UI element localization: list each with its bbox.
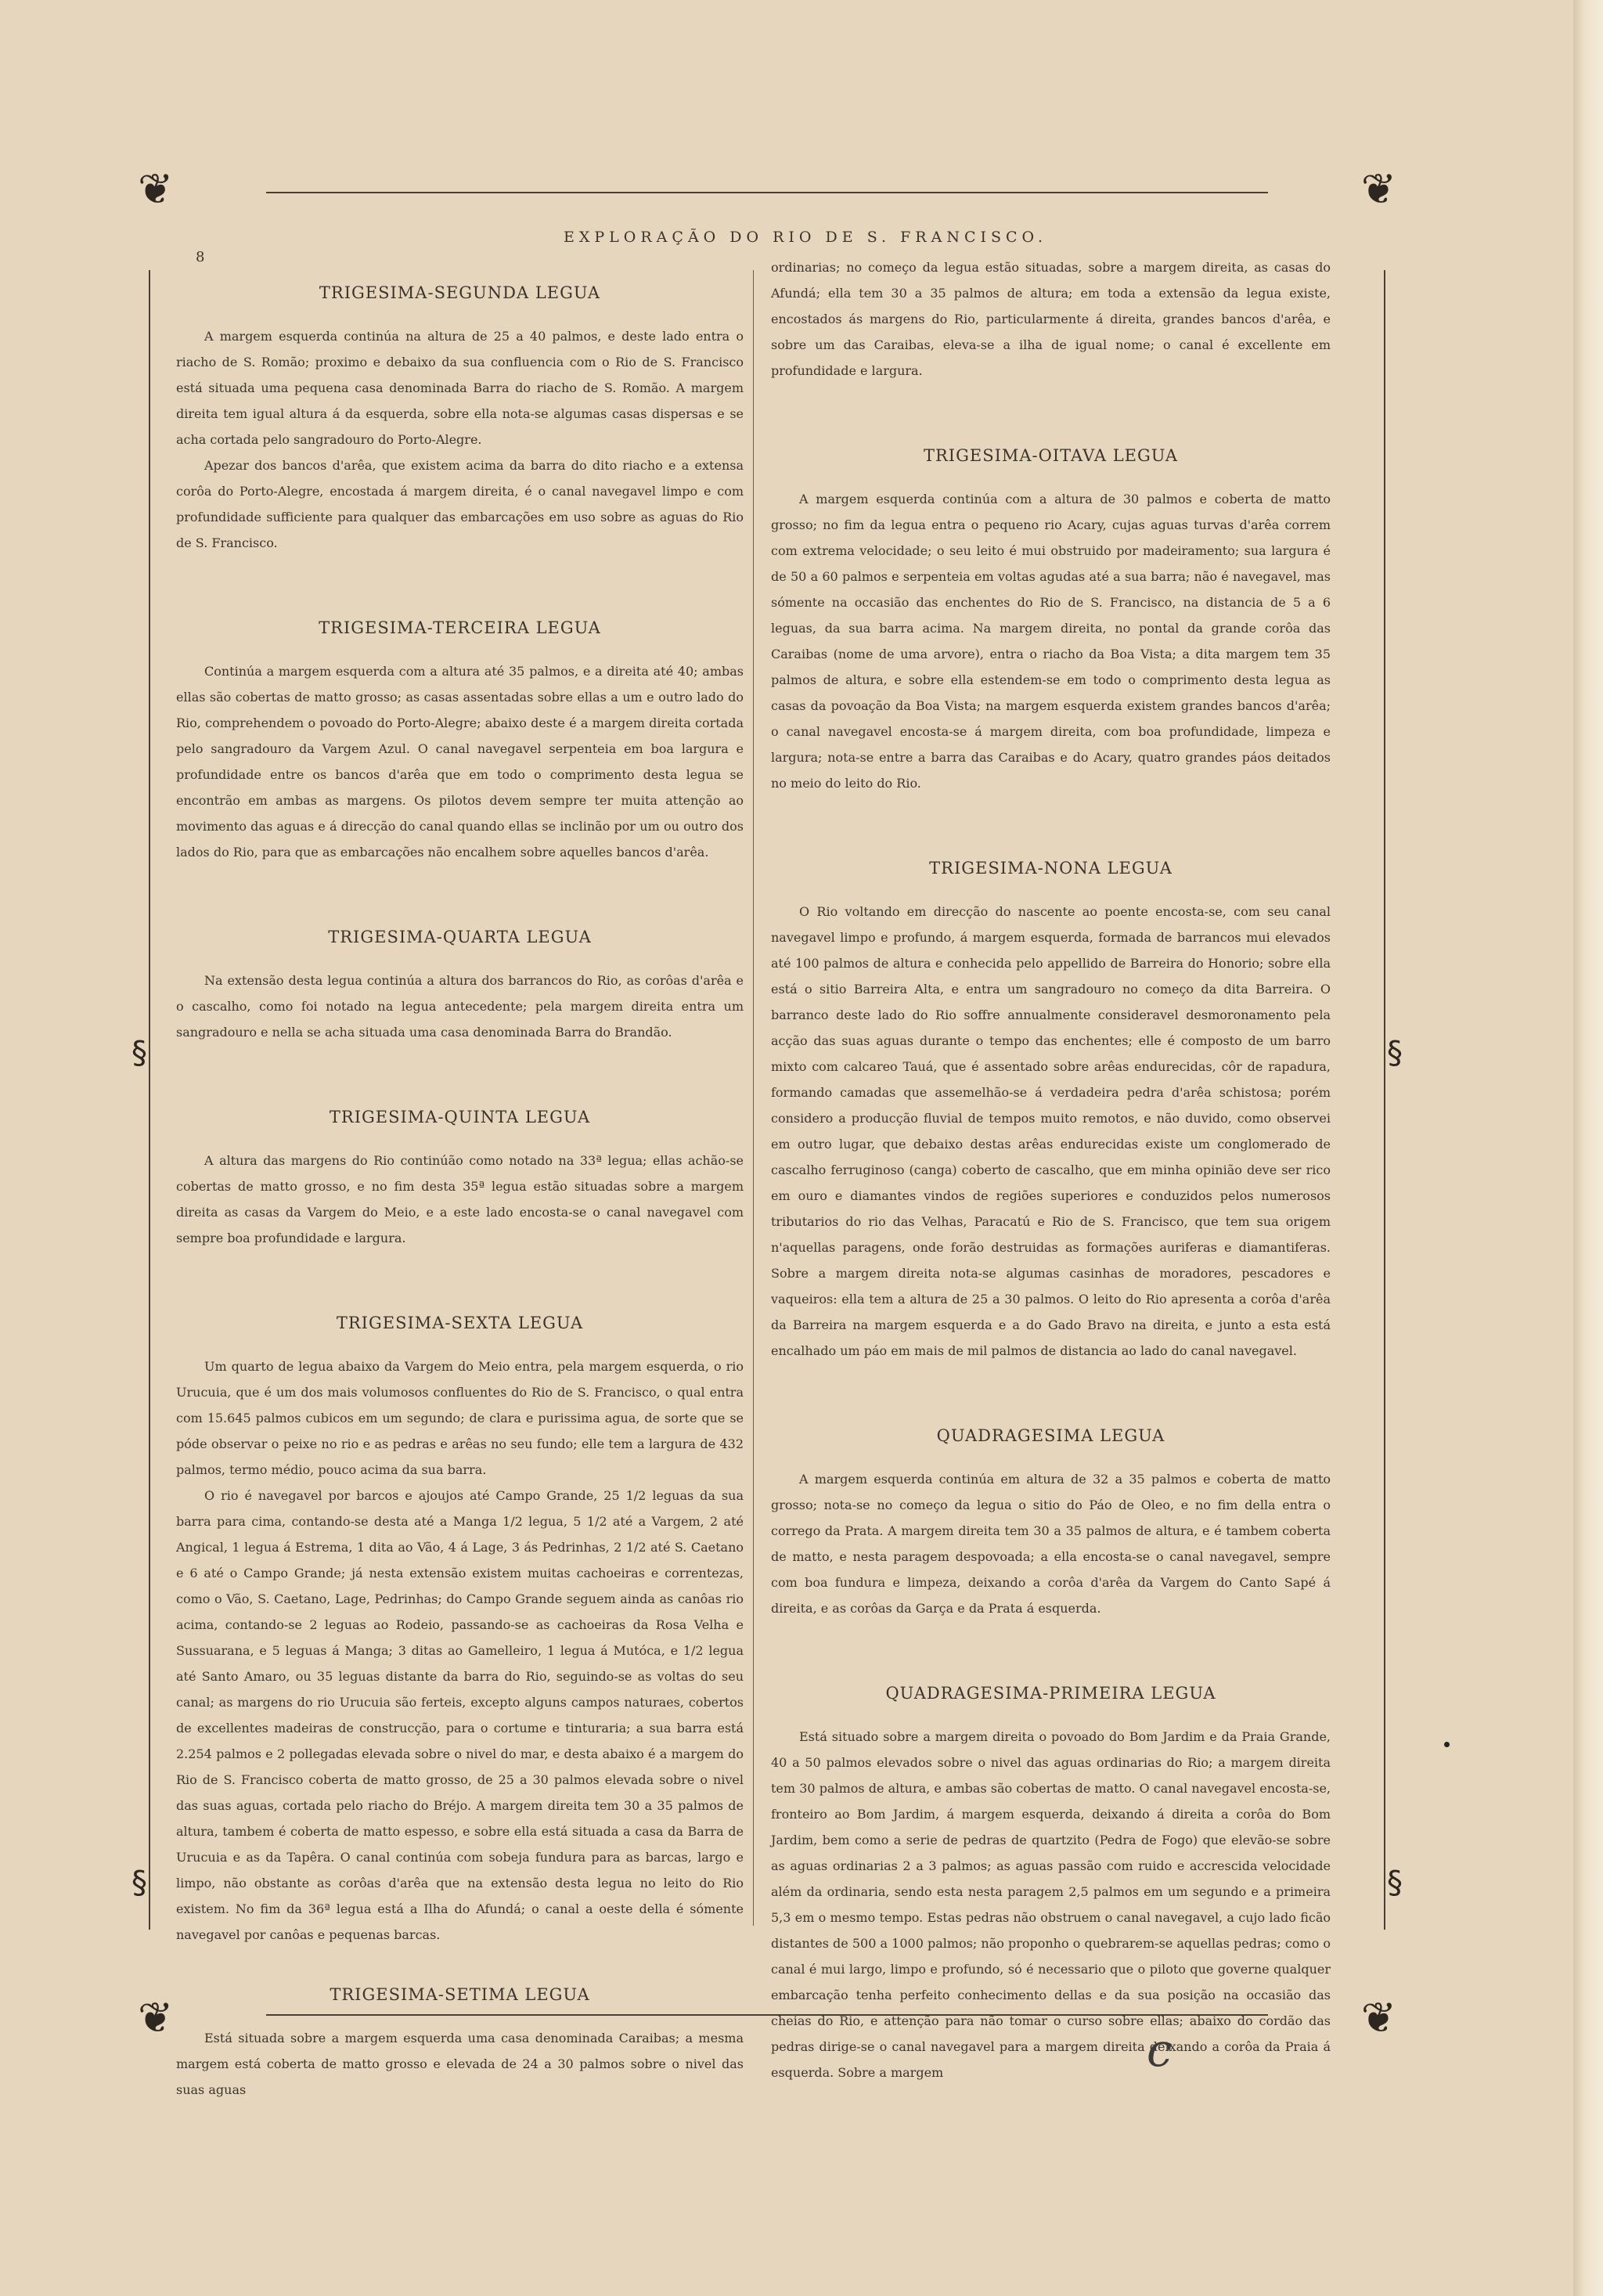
paragraph: Apezar dos bancos d'arêa, que existem acima da barra do dito riacho e a extensa corôa do Porto-Alegre, encostada á margem direita, é o canal navegavel limpo e com profundidade sufficiente para qualquer das embarcações em uso sobre as aguas do Rio de S. Francisco. bbox=[176, 458, 744, 550]
corner-ornament-icon: ❦ bbox=[138, 1993, 174, 2042]
section-heading: TRIGESIMA-NONA LEGUA bbox=[929, 859, 1173, 878]
paragraph: A margem esquerda continúa com a altura de 30 palmos e coberta de matto grosso; no fim da legua entra o pequeno rio Acary, cujas aguas turvas d'arêa correm com extrema velocidade; o seu leito é mui obstruido por madeiramento; sua largura é de 50 a 60 palmos e serpenteia em voltas agudas até a sua barra; não é navegavel, mas sómente na occasião das enchentes do Rio de S. Francisco, na distancia de 5 a 6 leguas, da sua barra acima. Na margem direita, no pontal da grande corôa das Caraibas (nome de uma arvore), entra o riacho da Boa Vista; a dita margem tem 35 palmos de altura, e sobre ella estendem-se em todo o comprimento desta legua as casas da povoação da Boa Vista; na margem esquerda existem grandes bancos d'arêa; o canal navegavel encosta-se á margem direita, com boa profundidade, limpeza e largura; nota-se entre a barra das Caraibas e do Acary, quatro grandes páos deitados no meio do leito do Rio. bbox=[771, 492, 1331, 791]
side-ornament-icon: § bbox=[131, 1865, 147, 1901]
section-heading: TRIGESIMA-QUINTA LEGUA bbox=[329, 1108, 591, 1126]
paragraph: ordinarias; no começo da legua estão situadas, sobre a margem direita, as casas do Afundá; ella tem 30 a 35 palmos de altura; em toda a extensão da legua existe, encostados ás margens do Rio, particularmente á direita, grandes bancos d'arêa, e sobre um das Caraibas, eleva-se a ilha de igual nome; o canal é excellente em profundidade e largura. bbox=[771, 260, 1331, 378]
section-legua-35 bbox=[176, 1105, 744, 1251]
section-legua-33 bbox=[176, 615, 744, 865]
right-column bbox=[771, 254, 1331, 2085]
column-divider bbox=[753, 270, 754, 1926]
section-heading: TRIGESIMA-QUARTA LEGUA bbox=[328, 928, 592, 946]
section-heading: TRIGESIMA-SEXTA LEGUA bbox=[336, 1314, 584, 1332]
paragraph: Está situada sobre a margem esquerda uma casa denominada Caraibas; a mesma margem está coberta de matto grosso e elevada de 24 a 30 palmos sobre o nivel das suas aguas bbox=[176, 2031, 744, 2097]
paragraph: Na extensão desta legua continúa a altura dos barrancos do Rio, as corôas d'arêa e o cascalho, como foi notado na legua antecedente; pela margem direita entra um sangradouro e nella se acha situada uma casa denominada Barra do Brandão. bbox=[176, 973, 744, 1040]
running-title: EXPLORAÇÃO DO RIO DE S. FRANCISCO. bbox=[564, 229, 1048, 246]
page-number: 8 bbox=[196, 249, 205, 265]
corner-ornament-icon: ❦ bbox=[1360, 164, 1396, 214]
section-legua-37 bbox=[176, 1982, 744, 2103]
corner-ornament-icon: ❦ bbox=[138, 164, 174, 214]
paragraph: A margem esquerda continúa em altura de 32 a 35 palmos e coberta de matto grosso; nota-se no começo da legua o sitio do Páo de Oleo, e no fim della entra o corrego da Prata. A margem direita tem 30 a 35 palmos de altura, e é tambem coberta de matto, e nesta paragem despovoada; a ella encosta-se o canal navegavel, sempre com boa fundura e limpeza, deixando a corôa d'arêa da Vargem do Canto Sapé á direita, e as corôas da Garça e da Prata á esquerda. bbox=[771, 1472, 1331, 1616]
section-legua-32 bbox=[176, 280, 744, 556]
paragraph: Está situado sobre a margem direita o povoado do Bom Jardim e da Praia Grande, 40 a 50 palmos elevados sobre o nivel das aguas ordinarias do Rio; a margem direita tem 30 palmos de altura, e ambas são cobertas de matto. O canal navegavel encosta-se, fronteiro ao Bom Jardim, á margem esquerda, deixando á direita a corôa do Bom Jardim, bem como a serie de pedras de quartzito (Pedra de Fogo) que elevão-se sobre as aguas ordinarias 2 a 3 palmos; as aguas passão com ruido e accrescida velocidade além da ordinaria, sendo esta nesta paragem 2,5 palmos em um segundo e a primeira 5,3 em o mesmo tempo. Estas pedras não obstruem o canal navegavel, a cujo lado ficão distantes de 500 a 1000 palmos; não proponho o quebrarem-se aquellas pedras; como o canal é mui largo, limpo e profundo, só é necessario que o piloto que governe qualquer embarcação tenha perfeito conhecimento dellas e da sua posição na occasião das cheias do Rio, e attenção para não tomar o curso sobre ellas; abaixo do cordão das pedras dirige-se o canal navegavel para a margem direita deixando a corôa da Praia á esquerda. Sobre a margem bbox=[771, 1729, 1331, 2080]
section-heading: QUADRAGESIMA-PRIMEIRA LEGUA bbox=[885, 1684, 1216, 1703]
ink-speck bbox=[1444, 1742, 1450, 1747]
paragraph: Continúa a margem esquerda com a altura até 35 palmos, e a direita até 40; ambas ellas são cobertas de matto grosso; as casas assentadas sobre ellas a um e outro lado do Rio, comprehendem o povoado do Porto-Alegre; abaixo deste é a margem direita cortada pelo sangradouro da Vargem Azul. O canal navegavel serpenteia em boa largura e profundidade entre os bancos d'arêa que em todo o comprimento desta legua se encontrão em ambas as margens. Os pilotos devem sempre ter muita attenção ao movimento das aguas e á direcção do canal quando ellas se inclinão por um ou outro dos lados do Rio, para que as embarcações não encalhem sobre aquelles bancos d'arêa. bbox=[176, 664, 744, 860]
section-heading: QUADRAGESIMA LEGUA bbox=[936, 1426, 1165, 1445]
paragraph: A margem esquerda continúa na altura de 25 a 40 palmos, e deste lado entra o riacho de S. Romão; proximo e debaixo da sua confluencia com o Rio de S. Francisco está situada uma pequena casa denominada Barra do riacho de S. Romão. A margem direita tem igual altura á da esquerda, sobre ella nota-se algumas casas dispersas e se acha cortada pelo sangradouro do Porto-Alegre. bbox=[176, 329, 744, 447]
section-legua-38 bbox=[771, 443, 1331, 796]
border-top-rule bbox=[266, 192, 1268, 193]
corner-ornament-icon: ❦ bbox=[1360, 1993, 1396, 2042]
paragraph: O Rio voltando em direcção do nascente ao poente encosta-se, com seu canal navegavel limpo e profundo, á margem esquerda, formada de barrancos mui elevados até 100 palmos de altura e conhecida pelo appellido de Barreira do Honorio; sobre ella está o sitio Barreira Alta, e entra um sangradouro no começo da dita Barreira. O barranco deste lado do Rio soffre annualmente consideravel desmoronamento pela acção das suas aguas durante o tempo das enchentes; elle é composto de um barro mixto com calcareo Tauá, que é assentado sobre arêas endurecidas, côr de rapadura, formando camadas que assemelhão-se á verdadeira pedra d'arêa schistosa; porém considero a producção fluvial de tempos muito remotos, e não duvido, como observei em outro lugar, que debaixo destas arêas endurecidas existe um conglomerado de cascalho ferruginoso (canga) coberto de cascalho, que em minha opinião deve ser rico em ouro e diamantes vindos de regiões superiores e conduzidos pelos numerosos tributarios do rio das Velhas, Paracatú e Rio de S. Francisco, que tem sua origem n'aquellas paragens, onde forão destruidas as formações auriferas e diamantiferas. Sobre a margem direita nota-se algumas casinhas de moradores, pescadores e vaqueiros: ella tem a altura de 25 a 30 palmos. O leito do Rio apresenta a corôa d'arêa da Barreira na margem esquerda e a do Gado Bravo na direita, e junto a esta está encalhado um páo em mais de mil palmos de distancia ao lado do canal navegavel. bbox=[771, 904, 1331, 1358]
border-left-rule bbox=[149, 270, 150, 1930]
left-column bbox=[176, 274, 744, 2103]
border-right-rule bbox=[1384, 270, 1385, 1930]
side-ornament-icon: § bbox=[1387, 1865, 1403, 1901]
paragraph: O rio é navegavel por barcos e ajoujos até Campo Grande, 25 1/2 leguas da sua barra para cima, contando-se desta até a Manga 1/2 legua, 5 1/2 até a Vargem, 2 até Angical, 1 legua á Estrema, 1 dita ao Vão, 4 á Lage, 3 ás Pedrinhas, 2 1/2 até S. Caetano e 6 até o Campo Grande; já nesta extensão existem muitas cachoeiras e correntezas, como o Vão, S. Caetano, Lage, Pedrinhas; do Campo Grande seguem ainda as canôas rio acima, contando-se 2 leguas ao Rodeio, passando-se as cachoeiras da Rosa Velha e Sussuarana, e 5 leguas á Manga; 3 ditas ao Gamelleiro, 1 legua á Mutóca, e 1/2 legua até Santo Amaro, ou 35 leguas distante da barra do Rio, seguindo-se as voltas do seu canal; as margens do rio Urucuia são ferteis, excepto alguns campos naturaes, cobertos de excellentes madeiras de construcção, para o cortume e tinturaria; a sua barra está 2.254 palmos e 2 pollegadas elevada sobre o nivel do mar, e desta abaixo é a margem do Rio de S. Francisco coberta de matto grosso, de 25 a 30 palmos elevada sobre o nivel das suas aguas, cortada pelo riacho do Bréjo. A margem direita tem 30 a 35 palmos de altura, tambem é coberta de matto espesso, e sobre ella está situada a casa da Barra de Urucuia e as da Tapêra. O canal continúa com sobeja fundura para as barcas, largo e limpo, não obstante as corôas d'arêa que na extensão desta legua no leito do Rio existem. No fim da 36ª legua está a Ilha do Afundá; o canal a oeste della é sómente navegavel por canôas e pequenas barcas. bbox=[176, 1488, 744, 1942]
section-legua-40 bbox=[771, 1423, 1331, 1621]
side-ornament-icon: § bbox=[1387, 1035, 1403, 1071]
section-legua-34 bbox=[176, 925, 744, 1045]
section-legua-37-continued bbox=[771, 254, 1331, 384]
paragraph: Um quarto de legua abaixo da Vargem do Meio entra, pela margem esquerda, o rio Urucuia, que é um dos mais volumosos confluentes do Rio de S. Francisco, o qual entra com 15.645 palmos cubicos em um segundo; de clara e purissima agua, de sorte que se póde observar o peixe no rio e as pedras e arêas no seu fundo; elle tem a largura de 432 palmos, termo médio, pouco acima da sua barra. bbox=[176, 1359, 744, 1477]
pencil-marginalia: c bbox=[1147, 2024, 1173, 2077]
paragraph: A altura das margens do Rio continúão como notado na 33ª legua; ellas achão-se cobertas de matto grosso, e no fim desta 35ª legua estão situadas sobre a margem direita as casas da Vargem do Meio, e a este lado encosta-se o canal navegavel com sempre boa profundidade e largura. bbox=[176, 1153, 744, 1245]
scan-edge-shadow bbox=[1573, 0, 1603, 2296]
section-legua-39 bbox=[771, 856, 1331, 1364]
section-heading: TRIGESIMA-SEGUNDA LEGUA bbox=[319, 283, 601, 302]
section-heading: TRIGESIMA-SETIMA LEGUA bbox=[330, 1985, 590, 2004]
section-heading: TRIGESIMA-TERCEIRA LEGUA bbox=[319, 618, 601, 637]
section-legua-41 bbox=[771, 1681, 1331, 2085]
side-ornament-icon: § bbox=[131, 1035, 147, 1071]
section-heading: TRIGESIMA-OITAVA LEGUA bbox=[923, 446, 1178, 465]
section-legua-36 bbox=[176, 1310, 744, 1948]
